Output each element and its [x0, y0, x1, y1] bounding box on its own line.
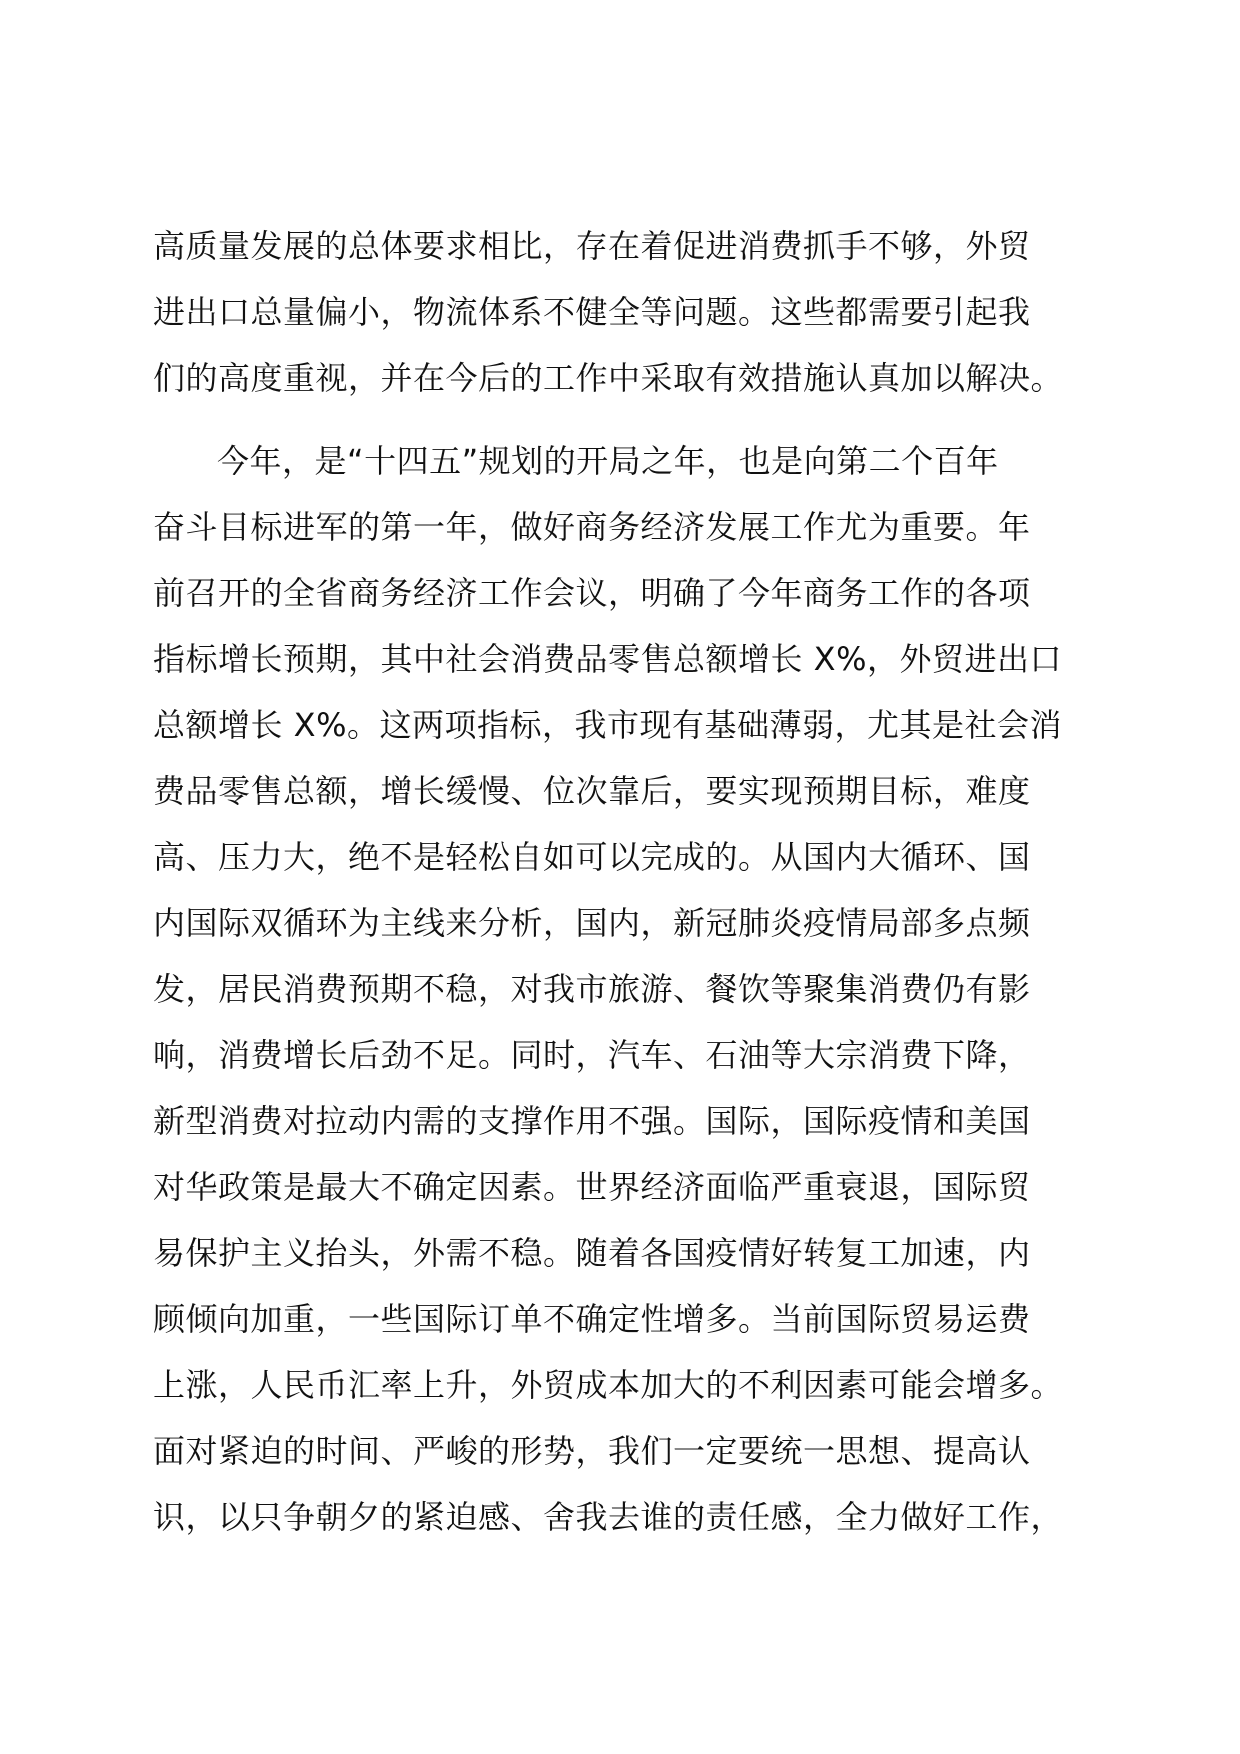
- text-line: 们的高度重视，并在今后的工作中采取有效措施认真加以解决。: [153, 359, 1064, 397]
- text-line: 面对紧迫的时间、严峻的形势，我们一定要统一思想、提高认: [153, 1432, 1031, 1470]
- text-line: 进出口总量偏小，物流体系不健全等问题。这些都需要引起我: [153, 293, 1031, 331]
- text-line: 费品零售总额，增长缓慢、位次靠后，要实现预期目标，难度: [153, 772, 1031, 810]
- text-line: 高、压力大，绝不是轻松自如可以完成的。从国内大循环、国: [153, 838, 1031, 876]
- text-line: 今年，是“十四五”规划的开局之年，也是向第二个百年: [217, 442, 999, 480]
- text-line: 高质量发展的总体要求相比，存在着促进消费抓手不够，外贸: [153, 227, 1031, 265]
- text-line: 易保护主义抬头，外需不稳。随着各国疫情好转复工加速，内: [153, 1234, 1031, 1272]
- text-line: 奋斗目标进军的第一年，做好商务经济发展工作尤为重要。年: [153, 508, 1031, 546]
- text-line: 响，消费增长后劲不足。同时，汽车、石油等大宗消费下降，: [153, 1036, 1031, 1074]
- text-line: 识，以只争朝夕的紧迫感、舍我去谁的责任感，全力做好工作，: [153, 1498, 1064, 1536]
- text-line: 对华政策是最大不确定因素。世界经济面临严重衰退，国际贸: [153, 1168, 1031, 1206]
- text-line: 上涨，人民币汇率上升，外贸成本加大的不利因素可能会增多。: [153, 1366, 1064, 1404]
- text-line: 前召开的全省商务经济工作会议，明确了今年商务工作的各项: [153, 574, 1031, 612]
- text-line: 新型消费对拉动内需的支撑作用不强。国际，国际疫情和美国: [153, 1102, 1031, 1140]
- text-line: 总额增长 X%。这两项指标，我市现有基础薄弱，尤其是社会消: [153, 706, 1063, 744]
- text-line: 指标增长预期，其中社会消费品零售总额增长 X%，外贸进出口: [153, 640, 1063, 678]
- text-line: 顾倾向加重，一些国际订单不确定性增多。当前国际贸易运费: [153, 1300, 1031, 1338]
- text-line: 发，居民消费预期不稳，对我市旅游、餐饮等聚集消费仍有影: [153, 970, 1031, 1008]
- text-line: 内国际双循环为主线来分析，国内，新冠肺炎疫情局部多点频: [153, 904, 1031, 942]
